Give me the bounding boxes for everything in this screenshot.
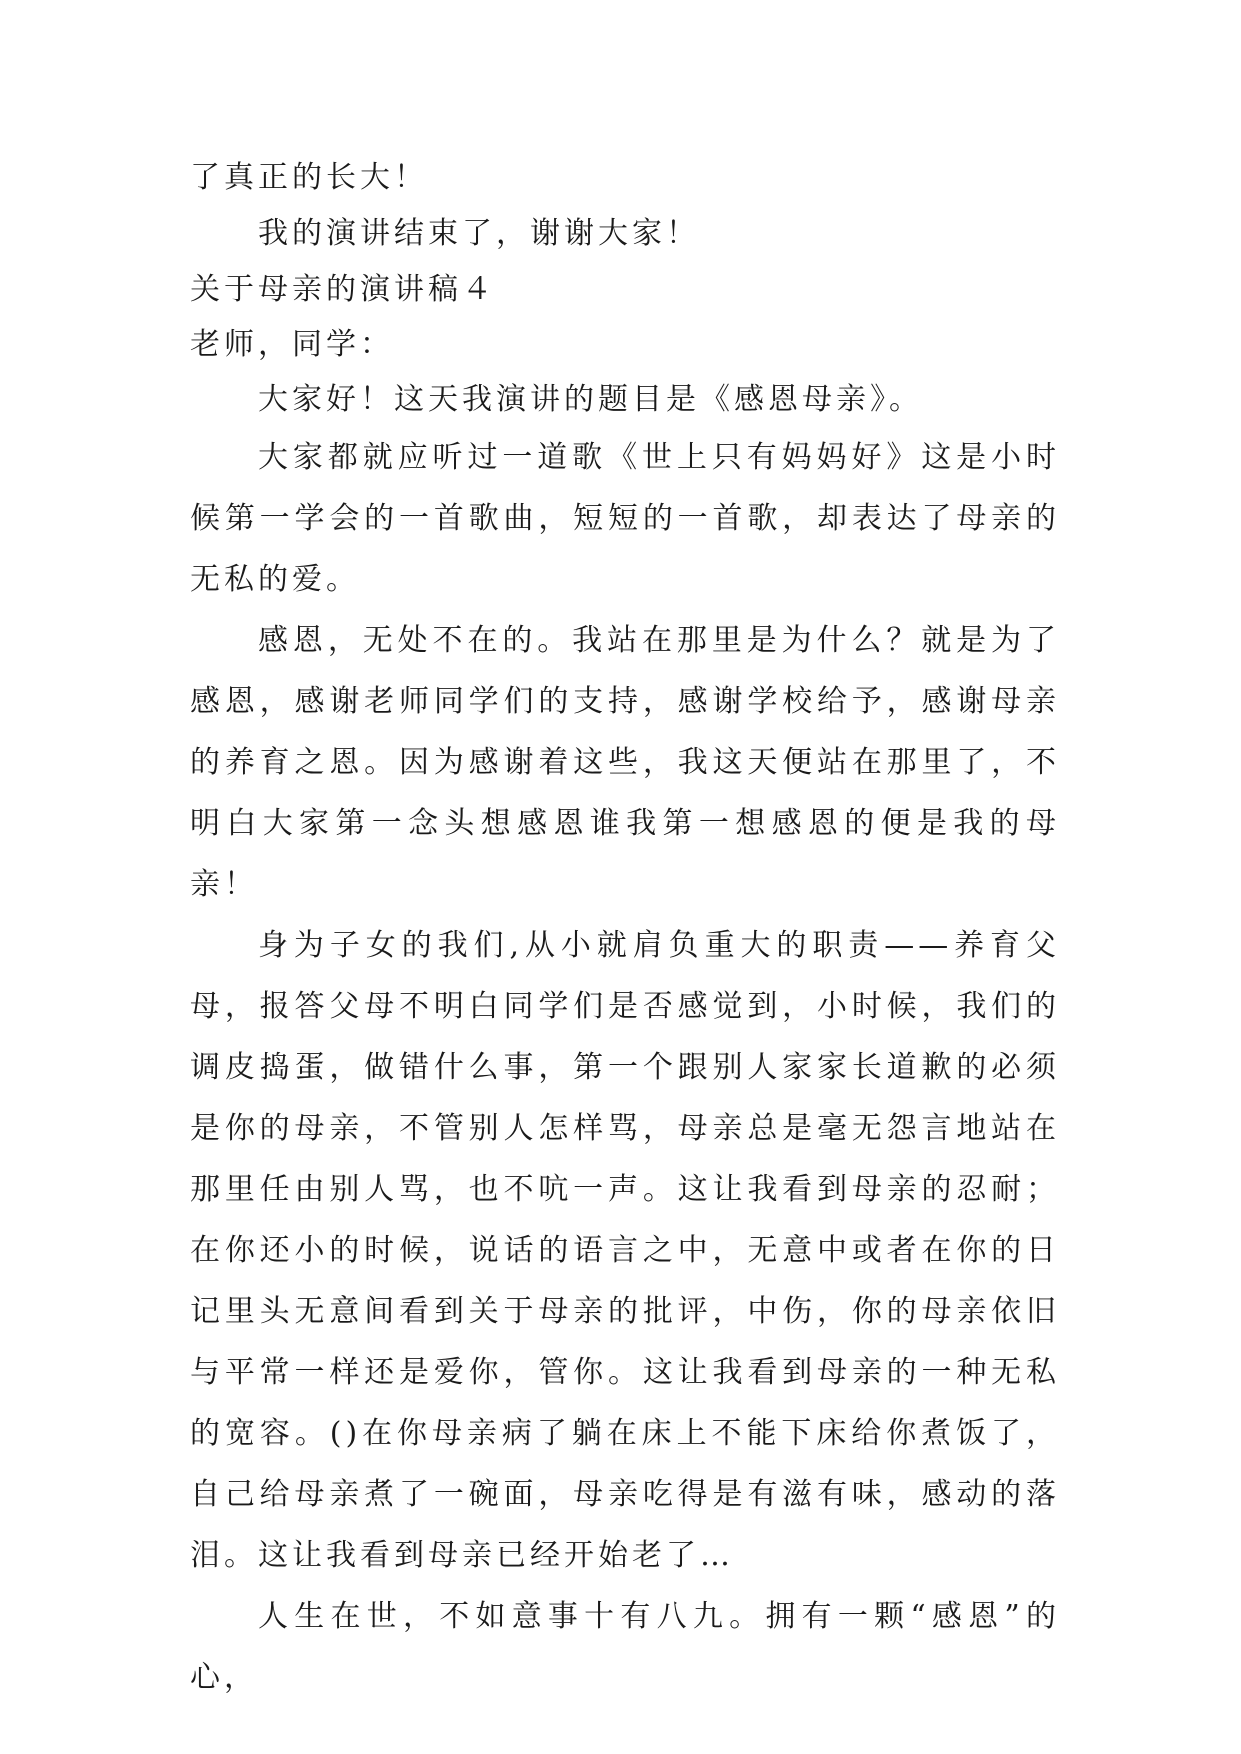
closing-line: 我的演讲结束了，谢谢大家！ bbox=[258, 216, 700, 251]
salutation: 老师，同学： bbox=[190, 327, 394, 362]
paragraph-life: 人生在世，不如意事十有八九。拥有一颗“感恩”的心， bbox=[190, 1599, 1060, 1695]
text-line-continuation: 了真正的长大！ bbox=[190, 160, 428, 195]
speech-heading: 关于母亲的演讲稿４ bbox=[190, 272, 496, 307]
paragraph-gratitude: 感恩，无处不在的。我站在那里是为什么？就是为了感恩，感谢老师同学们的支持，感谢学校给予，感谢母亲的养育之恩。因为感谢着这些，我这天便站在那里了，不明白大家第一念头想感恩谁我第一想感恩的便是我的母亲！ bbox=[190, 623, 1060, 902]
paragraph-mother: 身为子女的我们,从小就肩负重大的职责——养育父母，报答父母不明白同学们是否感觉到，小时候，我们的调皮捣蛋，做错什么事，第一个跟别人家家长道歉的必须是你的母亲，不管别人怎样骂，母亲总是毫无怨言地站在那里任由别人骂，也不吭一声。这让我看到母亲的忍耐；在你还小的时候，说话的语言之中，无意中或者在你的日记里头无意间看到关于母亲的批评，中伤，你的母亲依旧与平常一样还是爱你，管你。这让我看到母亲的一种无私的宽容。()在你母亲病了躺在床上不能下床给你煮饭了，自己给母亲煮了一碗面，母亲吃得是有滋有味，感动的落泪。这让我看到母亲已经开始老了… bbox=[190, 928, 1060, 1573]
paragraph-song: 大家都就应听过一道歌《世上只有妈妈好》这是小时候第一学会的一首歌曲，短短的一首歌，却表达了母亲的无私的爱。 bbox=[190, 440, 1060, 597]
speech-text bbox=[190, 150, 1060, 1708]
greeting-line: 大家好！这天我演讲的题目是《感恩母亲》。 bbox=[258, 382, 923, 417]
